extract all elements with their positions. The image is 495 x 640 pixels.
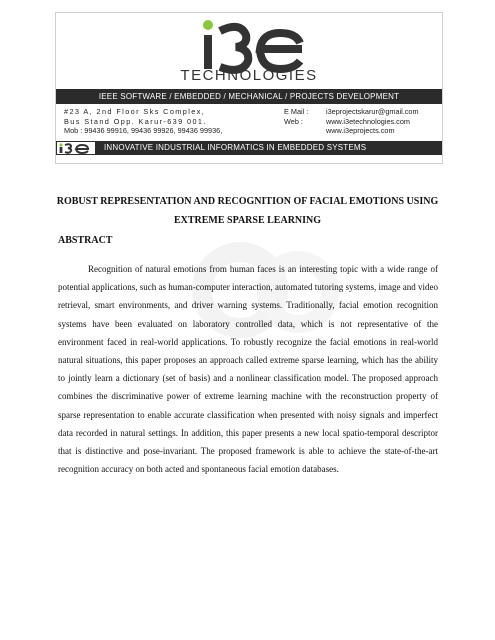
tagline-bar: [56, 141, 442, 155]
address-line1: #23 A, 2nd Floor Sks Complex,: [64, 107, 206, 116]
document-title: [40, 192, 455, 230]
web-link-2[interactable]: www.i3eprojects.com: [326, 126, 395, 135]
web-link-1[interactable]: www.i3etechnologies.com: [326, 116, 410, 126]
contact-block: [284, 107, 434, 136]
mobile-numbers: Mob : 99436 99916, 99436 99926, 99436 99936,: [64, 126, 223, 135]
abstract-heading: ABSTRACT: [58, 235, 113, 246]
title-line1: ROBUST REPRESENTATION AND RECOGNITION OF FACIAL EMOTIONS USING: [56, 196, 439, 207]
header-banner: [55, 12, 443, 164]
abstract-paragraph: Recognition of natural emotions from human faces is an interesting topic with a wide range of potential applications, such as human-computer interaction, automated tutoring systems, image and video retrieval, smart environments, and driver warning systems. Traditionally, facial emotion recognition systems have been evaluated on laboratory controlled data, which is not representative of the environment faced in real-world applications. To robustly recognize the facial emotions in real-world natural situations, this paper proposes an approach called extreme sparse learning, which has the ability to jointly learn a dictionary (set of basis) and a nonlinear classification model. The proposed approach combines the discriminative power of extreme learning machine with the reconstruction property of sparse representation to enable accurate classification when presented with noisy signals and imperfect data recorded in natural settings. In addition, this paper presents a new local spatio-temporal descriptor that is distinctive and pose-invariant. The proposed framework is able to achieve the state-of-the-art recognition accuracy on both acted and spontaneous facial emotion databases.: [58, 264, 438, 475]
service-bar: IEEE SOFTWARE / EMBEDDED / MECHANICAL / PROJECTS DEVELOPMENT: [56, 89, 442, 104]
title-line2: EXTREME SPARSE LEARNING: [173, 215, 322, 226]
email-label: E Mail :: [284, 107, 309, 116]
web-label: Web :: [284, 116, 303, 126]
tagline-text: INNOVATIVE INDUSTRIAL INFORMATICS IN EMBEDDED SYSTEMS: [104, 143, 367, 152]
address-line2: Bus Stand Opp. Karur-639 001.: [64, 116, 207, 126]
address-block: [64, 107, 264, 136]
email-link[interactable]: i3eprojectskarur@gmail.com: [326, 107, 419, 116]
logo-subtitle: TECHNOLOGIES: [180, 67, 318, 84]
mini-logo: [56, 141, 96, 155]
mini-logo-icon: [57, 142, 95, 154]
